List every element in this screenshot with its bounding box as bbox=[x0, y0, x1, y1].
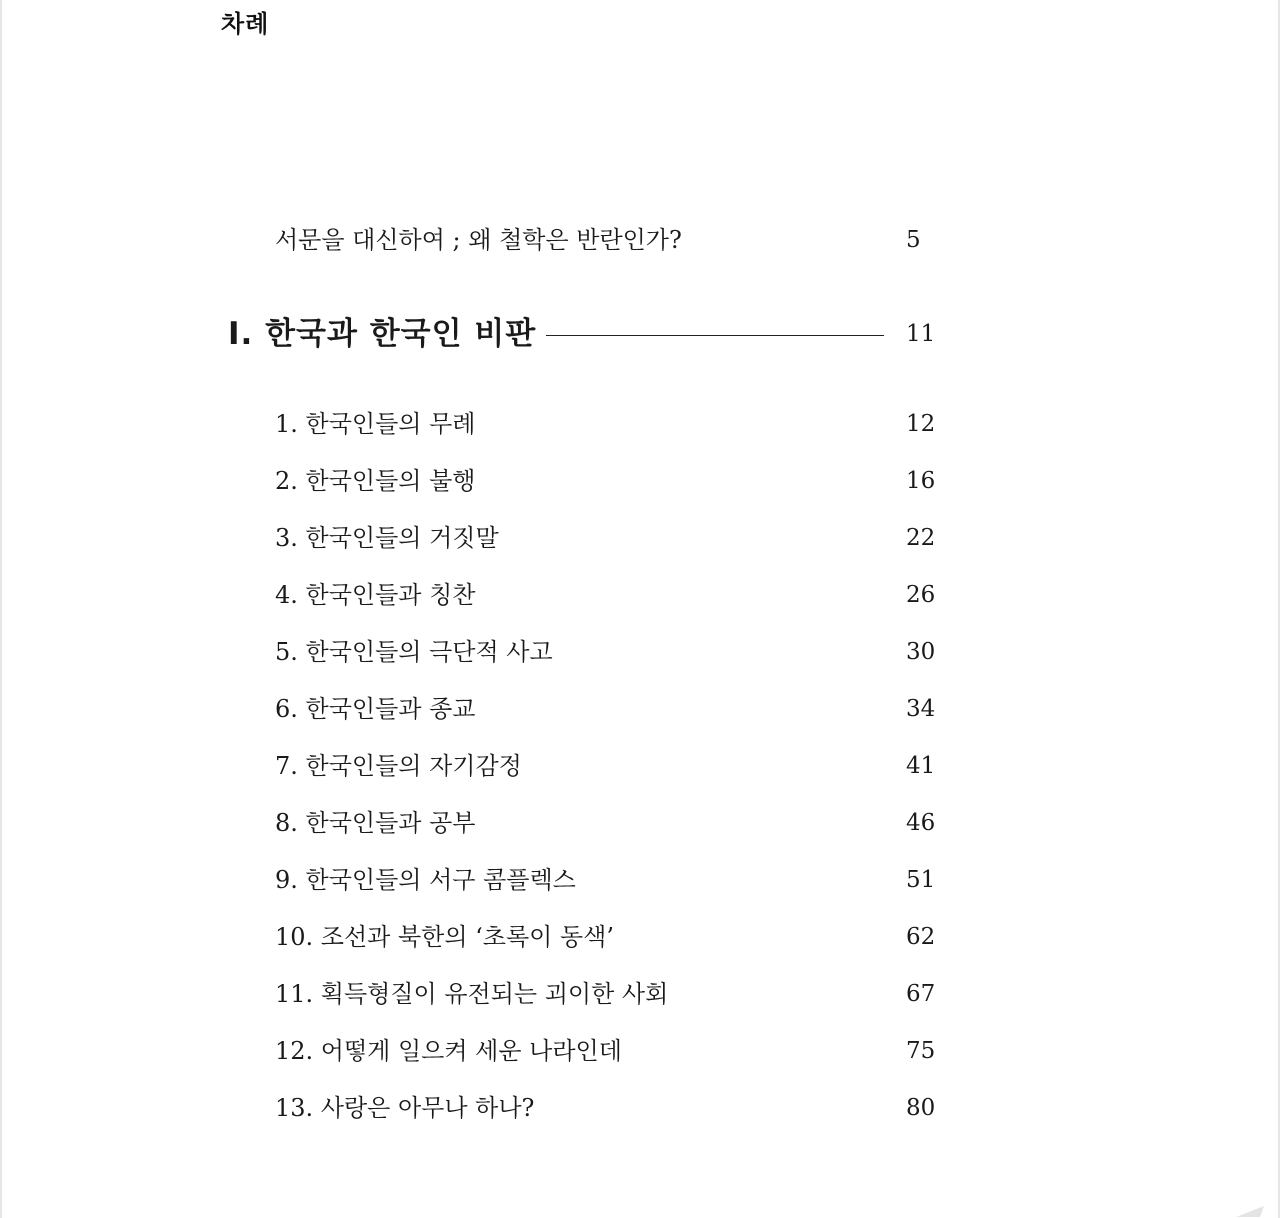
chapter-label: 9. 한국인들의 서구 콤플렉스 bbox=[275, 866, 576, 894]
toc-chapter[interactable] bbox=[0, 404, 1280, 444]
chapter-page: 34 bbox=[906, 696, 936, 722]
chapter-page: 75 bbox=[906, 1038, 936, 1064]
chapter-label: 8. 한국인들과 공부 bbox=[275, 809, 476, 837]
toc-section-label: Ⅰ. 한국과 한국인 비판 bbox=[228, 316, 537, 352]
chapter-label: 5. 한국인들의 극단적 사고 bbox=[275, 638, 553, 666]
chapter-page: 16 bbox=[906, 468, 936, 494]
chapter-page: 26 bbox=[906, 582, 936, 608]
chapter-label: 1. 한국인들의 무례 bbox=[275, 410, 476, 438]
toc-chapter[interactable] bbox=[0, 1031, 1280, 1071]
toc-chapter[interactable] bbox=[0, 632, 1280, 672]
chapter-page: 67 bbox=[906, 981, 936, 1007]
toc-chapter[interactable] bbox=[0, 860, 1280, 900]
toc-chapter[interactable] bbox=[0, 689, 1280, 729]
toc-chapter[interactable] bbox=[0, 974, 1280, 1014]
page-title: 차례 bbox=[221, 10, 270, 38]
chapter-label: 10. 조선과 북한의 ‘초록이 동색’ bbox=[275, 923, 614, 951]
toc-chapter[interactable] bbox=[0, 917, 1280, 957]
toc-intro[interactable] bbox=[0, 220, 1280, 260]
chapter-page: 51 bbox=[906, 867, 936, 893]
toc-chapter[interactable] bbox=[0, 803, 1280, 843]
chapter-label: 6. 한국인들과 종교 bbox=[275, 695, 476, 723]
chapter-page: 41 bbox=[906, 753, 936, 779]
chapter-label: 13. 사랑은 아무나 하나? bbox=[275, 1094, 535, 1122]
toc-intro-page: 5 bbox=[906, 227, 921, 253]
section-leader-rule bbox=[546, 335, 884, 336]
chapter-label: 12. 어떻게 일으켜 세운 나라인데 bbox=[275, 1037, 622, 1065]
chapter-page: 80 bbox=[906, 1095, 936, 1121]
toc-intro-label: 서문을 대신하여 ; 왜 철학은 반란인가? bbox=[275, 226, 682, 254]
chapter-page: 12 bbox=[906, 411, 936, 437]
chapter-label: 3. 한국인들의 거짓말 bbox=[275, 524, 499, 552]
chapter-page: 30 bbox=[906, 639, 936, 665]
toc-chapter[interactable] bbox=[0, 518, 1280, 558]
chapter-label: 2. 한국인들의 불행 bbox=[275, 467, 476, 495]
chapter-page: 46 bbox=[906, 810, 936, 836]
page-corner-mark bbox=[1234, 1204, 1268, 1218]
chapter-page: 22 bbox=[906, 525, 936, 551]
toc-section[interactable] bbox=[0, 314, 1280, 354]
chapter-label: 11. 획득형질이 유전되는 괴이한 사회 bbox=[275, 980, 669, 1008]
toc-chapter[interactable] bbox=[0, 1088, 1280, 1128]
toc-chapter[interactable] bbox=[0, 461, 1280, 501]
chapter-page: 62 bbox=[906, 924, 936, 950]
toc-section-page: 11 bbox=[906, 321, 936, 347]
toc-chapter[interactable] bbox=[0, 746, 1280, 786]
toc-chapter[interactable] bbox=[0, 575, 1280, 615]
chapter-label: 4. 한국인들과 칭찬 bbox=[275, 581, 476, 609]
chapter-label: 7. 한국인들의 자기감정 bbox=[275, 752, 522, 780]
